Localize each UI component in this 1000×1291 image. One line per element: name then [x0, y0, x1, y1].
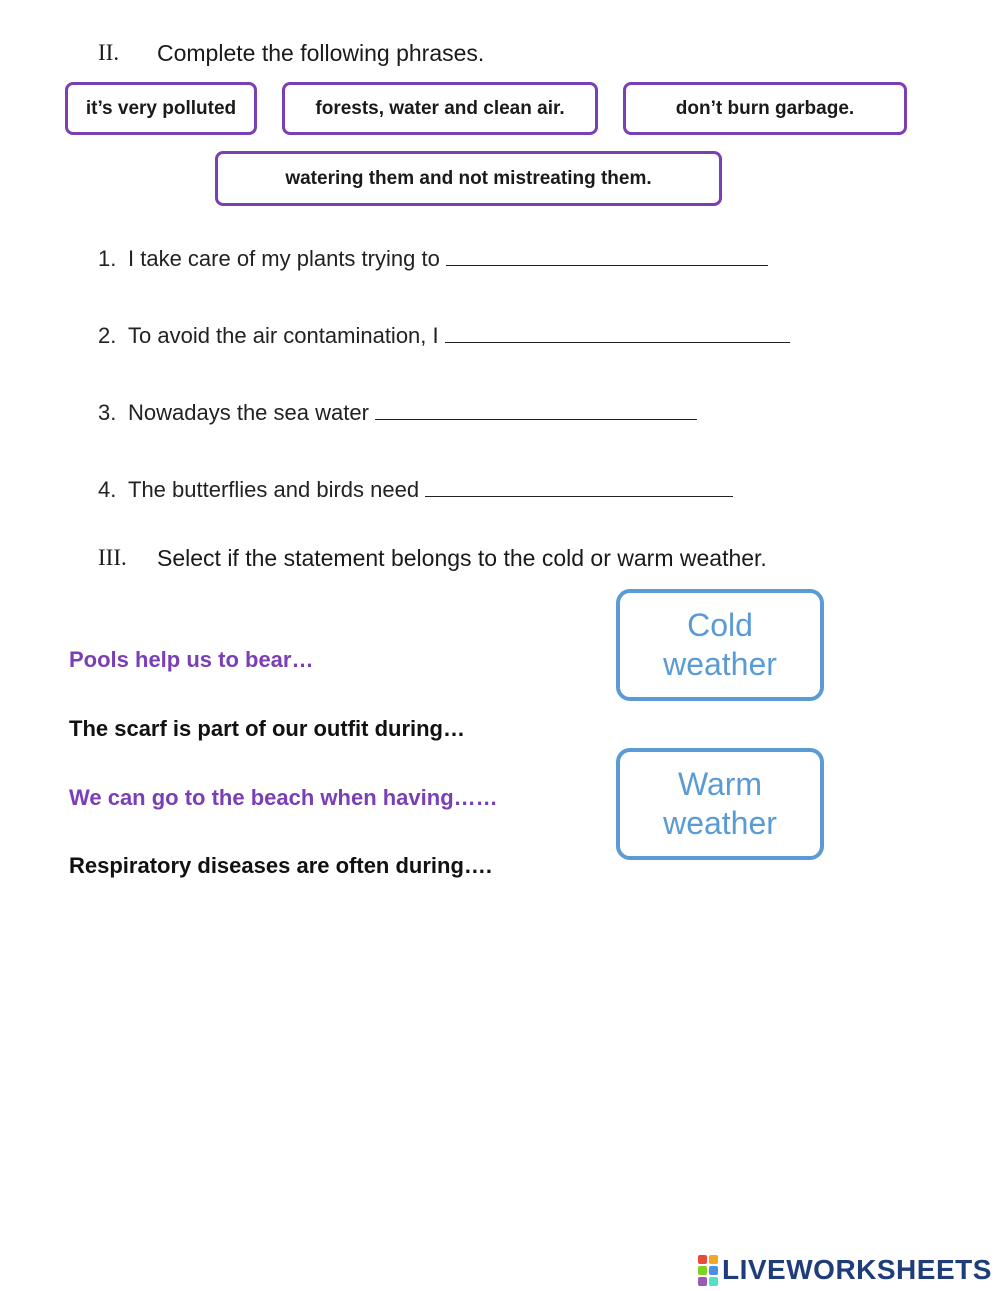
question-2-number: 2. [98, 323, 117, 348]
logo-block-5 [698, 1277, 707, 1286]
question-3-text: Nowadays the sea water [128, 400, 369, 425]
question-3-blank[interactable] [375, 401, 697, 420]
cold-weather-label-line1: Cold [687, 607, 753, 643]
statement-4[interactable]: Respiratory diseases are often during…. [69, 853, 493, 878]
warm-weather-label-line2: weather [663, 805, 777, 841]
question-3-number: 3. [98, 400, 117, 425]
question-2-text: To avoid the air contamination, I [128, 323, 439, 348]
statement-1[interactable]: Pools help us to bear… [69, 647, 314, 672]
warm-weather-dropzone[interactable] [616, 748, 824, 860]
warm-weather-label-line1: Warm [677, 766, 763, 802]
liveworksheets-brand [698, 1254, 992, 1286]
statement-2[interactable]: The scarf is part of our outfit during… [69, 716, 465, 741]
question-4-text: The butterflies and birds need [128, 477, 420, 502]
logo-block-3 [698, 1266, 707, 1275]
logo-block-1 [698, 1255, 707, 1264]
question-3 [98, 400, 697, 426]
section-2-number: II. [98, 40, 120, 65]
section-2-title: Complete the following phrases. [157, 40, 485, 66]
word-option-4[interactable]: watering them and not mistreating them. [215, 151, 722, 206]
question-4-number: 4. [98, 477, 117, 502]
logo-block-4 [709, 1266, 718, 1275]
question-1 [98, 246, 768, 272]
statement-3[interactable]: We can go to the beach when having…… [69, 785, 498, 810]
word-option-2[interactable]: forests, water and clean air. [282, 82, 598, 135]
cold-weather-dropzone[interactable] [616, 589, 824, 701]
liveworksheets-logo-icon [698, 1255, 718, 1286]
question-1-text: I take care of my plants trying to [128, 246, 440, 271]
word-option-1[interactable]: it’s very polluted [65, 82, 257, 135]
section-3-number: III. [98, 545, 127, 570]
logo-block-2 [709, 1255, 718, 1264]
question-1-number: 1. [98, 246, 117, 271]
question-4-blank[interactable] [425, 478, 733, 497]
question-2 [98, 323, 790, 349]
brand-name: LIVEWORKSHEETS [722, 1254, 992, 1285]
question-1-blank[interactable] [446, 247, 768, 266]
section-3-title: Select if the statement belongs to the cold or warm weather. [157, 545, 767, 571]
question-4 [98, 477, 733, 503]
word-option-3[interactable]: don’t burn garbage. [623, 82, 907, 135]
cold-weather-label-line2: weather [663, 646, 777, 682]
question-2-blank[interactable] [445, 324, 790, 343]
logo-block-6 [709, 1277, 718, 1286]
